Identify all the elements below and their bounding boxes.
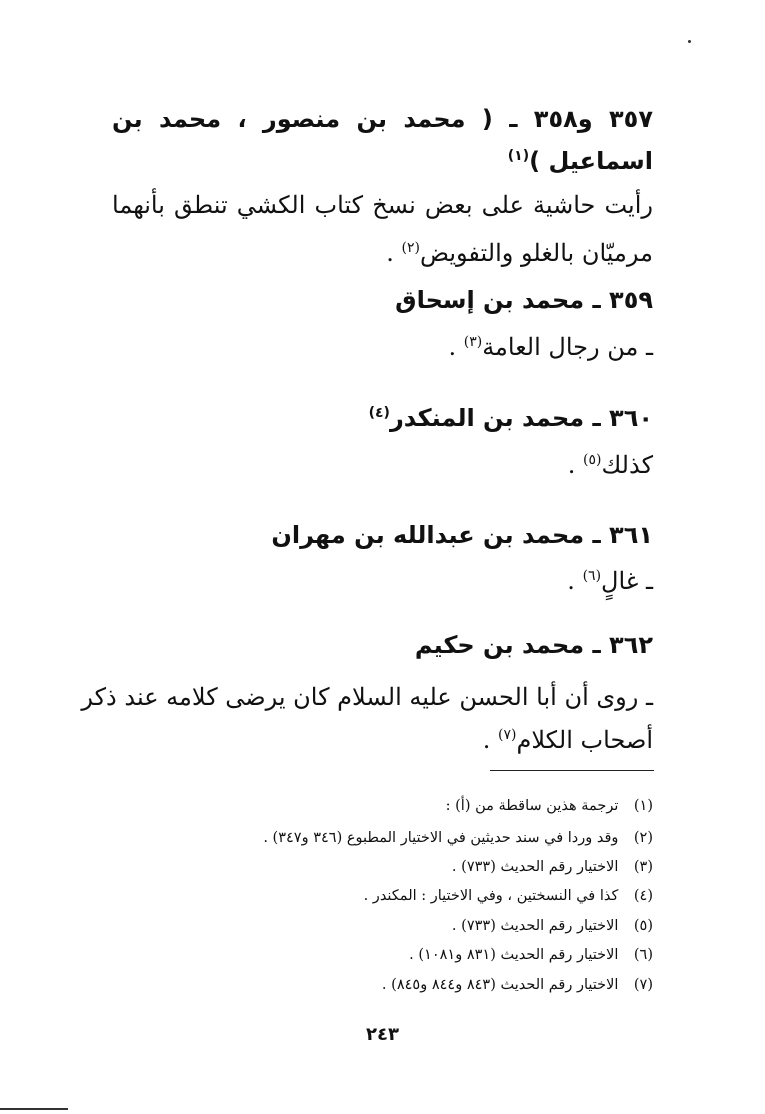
footnote-number: (٧) bbox=[633, 977, 653, 993]
scan-speck bbox=[688, 40, 691, 43]
footnote-ref-7[interactable]: (٧) bbox=[498, 727, 517, 743]
footnote-ref-6[interactable]: (٦) bbox=[582, 568, 602, 584]
footnote bbox=[446, 795, 653, 817]
footnote-ref-4[interactable]: (٤) bbox=[368, 405, 390, 421]
footnote-separator bbox=[490, 770, 654, 771]
footnote bbox=[452, 915, 653, 937]
footnote-number: (٤) bbox=[633, 888, 653, 904]
footnote-text: الاختيار رقم الحديث (٨٣١ و١٠٨١) . bbox=[409, 947, 619, 963]
footnote-number: (٣) bbox=[633, 859, 653, 875]
entry-360-heading: ٣٦٠ ـ محمد بن المنكدر$^{(٤)}$ bbox=[368, 404, 653, 432]
footnote-text: وقد وردا في سند حديثين في الاختيار المطبوع (٣٤٦ و٣٤٧) . bbox=[263, 830, 619, 846]
entry-362-heading: ٣٦٢ ـ محمد بن حكيم bbox=[414, 631, 653, 659]
footnote-text: ترجمة هذين ساقطة من (أ) : bbox=[445, 798, 619, 814]
footnote-ref-3[interactable]: (٣) bbox=[463, 334, 483, 350]
entry-361-body: ـ غالٍ$^{(٦)}$ . bbox=[567, 567, 653, 595]
entry-361-heading: ٣٦١ ـ محمد بن عبدالله بن مهران bbox=[271, 521, 653, 549]
footnote-text: الاختيار رقم الحديث (٨٤٣ و٨٤٤ و٨٤٥) . bbox=[381, 977, 619, 993]
footnote-ref-5[interactable]: (٥) bbox=[582, 452, 602, 468]
footnote bbox=[382, 974, 653, 996]
entry-360-body: كذلك$^{(٥)}$ . bbox=[567, 451, 653, 479]
entry-359-body: ـ من رجال العامة$^{(٣)}$ . bbox=[448, 333, 653, 361]
footnote bbox=[263, 827, 653, 849]
entry-357-358-body-line2: مرميّان بالغلو والتفويض$^{(٢)}$ . bbox=[386, 239, 653, 267]
footnote-number: (٦) bbox=[633, 947, 653, 963]
footnote-text: كذا في النسختين ، وفي الاختيار : المكندر . bbox=[363, 888, 619, 904]
entry-357-358-body-line1: رأيت حاشية على بعض نسخ كتاب الكشي تنطق بأنهما bbox=[112, 191, 653, 219]
footnote-number: (٥) bbox=[633, 918, 653, 934]
entry-357-358-heading-line2: اسماعيل )$^{(١)}$ bbox=[507, 147, 653, 175]
footnote bbox=[452, 856, 653, 878]
footnote-number: (١) bbox=[633, 798, 653, 814]
page-number: ٢٤٣ bbox=[366, 1024, 399, 1045]
entry-362-body-line2: أصحاب الكلام$^{(٧)}$ . bbox=[482, 726, 653, 754]
footnote-text: الاختيار رقم الحديث (٧٣٣) . bbox=[451, 918, 619, 934]
footnote-ref-2[interactable]: (٢) bbox=[401, 240, 420, 256]
entry-362-body-line1: ـ روى أن أبا الحسن عليه السلام كان يرضى كلامه عند ذكر bbox=[81, 683, 653, 711]
footnote-text: الاختيار رقم الحديث (٧٣٣) . bbox=[451, 859, 619, 875]
footnote-number: (٢) bbox=[633, 830, 653, 846]
entry-359-heading: ٣٥٩ ـ محمد بن إسحاق bbox=[395, 286, 653, 314]
entry-357-358-heading-line1: ٣٥٧ و٣٥٨ ـ ( محمد بن منصور ، محمد بن bbox=[112, 105, 653, 133]
footnote bbox=[364, 885, 653, 907]
scan-edge-line bbox=[0, 1108, 68, 1110]
footnote bbox=[409, 944, 653, 966]
footnote-ref-1[interactable]: (١) bbox=[507, 148, 530, 164]
